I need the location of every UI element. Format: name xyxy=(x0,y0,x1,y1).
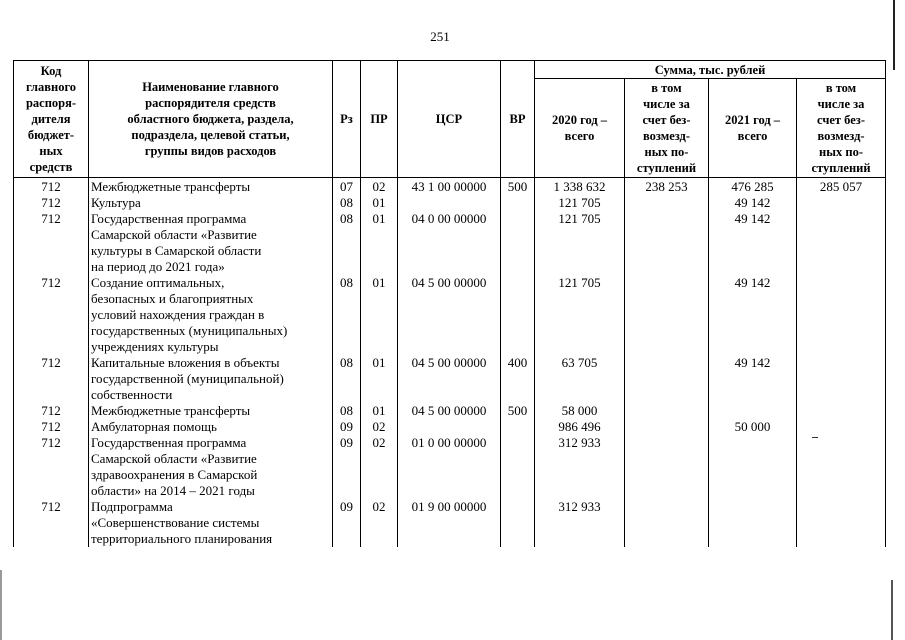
cell-rz: 07 xyxy=(333,178,361,196)
cell-csr: 04 0 00 00000 xyxy=(398,211,501,275)
cell-csr: 04 5 00 00000 xyxy=(398,355,501,403)
cell-2020-gratuitous xyxy=(625,195,709,211)
cell-2021-total: 49 142 xyxy=(709,211,797,275)
cell-2020-gratuitous xyxy=(625,275,709,355)
header-2021-gratuitous: в том числе за счет без- возмезд- ных по- ступлений xyxy=(797,79,886,178)
header-code: Код главного распоря- дителя бюджет- ных средств xyxy=(14,61,89,178)
cell-2020-total: 312 933 xyxy=(535,499,625,547)
cell-pr: 01 xyxy=(361,355,398,403)
cell-vr: 500 xyxy=(501,403,535,419)
cell-2020-gratuitous xyxy=(625,355,709,403)
cell-rz: 08 xyxy=(333,403,361,419)
scan-edge-mark xyxy=(893,0,895,70)
cell-name: Амбулаторная помощь xyxy=(89,419,333,435)
budget-table xyxy=(13,60,886,547)
cell-2021-gratuitous: 285 057 xyxy=(797,178,886,196)
cell-2020-total: 986 496 xyxy=(535,419,625,435)
cell-name: Государственная программа Самарской области «Развитие здравоохранения в Самарской области» на 2014 – 2021 годы xyxy=(89,435,333,499)
cell-2021-gratuitous xyxy=(797,435,886,499)
cell-2020-gratuitous xyxy=(625,403,709,419)
cell-rz: 08 xyxy=(333,355,361,403)
cell-pr: 02 xyxy=(361,178,398,196)
cell-rz: 08 xyxy=(333,275,361,355)
header-csr: ЦСР xyxy=(398,61,501,178)
cell-vr xyxy=(501,275,535,355)
cell-name: Подпрограмма «Совершенствование системы территориального планирования xyxy=(89,499,333,547)
cell-vr xyxy=(501,211,535,275)
table-row xyxy=(14,419,886,435)
cell-2021-gratuitous xyxy=(797,403,886,419)
cell-vr: 500 xyxy=(501,178,535,196)
cell-code: 712 xyxy=(14,403,89,419)
cell-2021-total xyxy=(709,499,797,547)
cell-2021-total: 49 142 xyxy=(709,195,797,211)
cell-csr: 43 1 00 00000 xyxy=(398,178,501,196)
cell-vr xyxy=(501,419,535,435)
cell-pr: 01 xyxy=(361,403,398,419)
cell-vr: 400 xyxy=(501,355,535,403)
header-vr: ВР xyxy=(501,61,535,178)
cell-csr xyxy=(398,419,501,435)
cell-name: Культура xyxy=(89,195,333,211)
cell-2020-gratuitous xyxy=(625,435,709,499)
table-row xyxy=(14,178,886,196)
cell-rz: 09 xyxy=(333,435,361,499)
cell-code: 712 xyxy=(14,195,89,211)
cell-2020-total: 121 705 xyxy=(535,195,625,211)
cell-name: Создание оптимальных, безопасных и благоприятных условий нахождения граждан в государственных (муниципальных) учреждениях культуры xyxy=(89,275,333,355)
cell-2021-total xyxy=(709,435,797,499)
cell-2020-gratuitous xyxy=(625,211,709,275)
table-row xyxy=(14,211,886,275)
cell-vr xyxy=(501,499,535,547)
header-2021-total: 2021 год – всего xyxy=(709,79,797,178)
cell-csr: 04 5 00 00000 xyxy=(398,275,501,355)
header-2020-gratuitous: в том числе за счет без- возмезд- ных по- ступлений xyxy=(625,79,709,178)
cell-pr: 02 xyxy=(361,419,398,435)
header-name: Наименование главного распорядителя средств областного бюджета, раздела, подраздела, целевой статьи, группы видов расходов xyxy=(89,61,333,178)
cell-2020-total: 58 000 xyxy=(535,403,625,419)
cell-pr: 02 xyxy=(361,435,398,499)
cell-vr xyxy=(501,435,535,499)
scan-edge-mark xyxy=(891,580,893,640)
cell-code: 712 xyxy=(14,435,89,499)
cell-csr: 01 0 00 00000 xyxy=(398,435,501,499)
header-row xyxy=(14,61,886,79)
cell-rz: 09 xyxy=(333,499,361,547)
cell-name: Государственная программа Самарской области «Развитие культуры в Самарской области на период до 2021 года» xyxy=(89,211,333,275)
header-sum: Сумма, тыс. рублей xyxy=(535,61,886,79)
cell-pr: 01 xyxy=(361,275,398,355)
cell-pr: 01 xyxy=(361,195,398,211)
table-row xyxy=(14,355,886,403)
cell-pr: 02 xyxy=(361,499,398,547)
cell-2021-total: 49 142 xyxy=(709,275,797,355)
cell-code: 712 xyxy=(14,275,89,355)
cell-csr: 04 5 00 00000 xyxy=(398,403,501,419)
cell-csr xyxy=(398,195,501,211)
page-number: 251 xyxy=(430,29,450,44)
header-pr: ПР xyxy=(361,61,398,178)
cell-name: Капитальные вложения в объекты государственной (муниципальной) собственности xyxy=(89,355,333,403)
cell-2020-gratuitous xyxy=(625,499,709,547)
table-row xyxy=(14,499,886,547)
cell-2021-total: 50 000 xyxy=(709,419,797,435)
cell-2021-total xyxy=(709,403,797,419)
cell-2020-gratuitous: 238 253 xyxy=(625,178,709,196)
cell-2020-total: 312 933 xyxy=(535,435,625,499)
cell-2020-total: 121 705 xyxy=(535,275,625,355)
cell-code: 712 xyxy=(14,499,89,547)
cell-code: 712 xyxy=(14,211,89,275)
header-rz: Рз xyxy=(333,61,361,178)
cell-rz: 09 xyxy=(333,419,361,435)
cell-2020-total: 121 705 xyxy=(535,211,625,275)
table-row xyxy=(14,435,886,499)
cell-rz: 08 xyxy=(333,195,361,211)
cell-2020-total: 63 705 xyxy=(535,355,625,403)
cell-2021-gratuitous xyxy=(797,355,886,403)
cell-2021-total: 476 285 xyxy=(709,178,797,196)
table-row xyxy=(14,403,886,419)
cell-2021-total: 49 142 xyxy=(709,355,797,403)
cell-2021-gratuitous xyxy=(797,419,886,435)
cell-rz: 08 xyxy=(333,211,361,275)
cell-2021-gratuitous xyxy=(797,211,886,275)
table-row xyxy=(14,195,886,211)
cell-code: 712 xyxy=(14,178,89,196)
table-row xyxy=(14,275,886,355)
cell-name: Межбюджетные трансферты xyxy=(89,178,333,196)
cell-vr xyxy=(501,195,535,211)
cell-code: 712 xyxy=(14,419,89,435)
cell-2020-gratuitous xyxy=(625,419,709,435)
cell-pr: 01 xyxy=(361,211,398,275)
cell-2021-gratuitous xyxy=(797,195,886,211)
header-2020-total: 2020 год – всего xyxy=(535,79,625,178)
cell-name: Межбюджетные трансферты xyxy=(89,403,333,419)
cell-csr: 01 9 00 00000 xyxy=(398,499,501,547)
cell-2020-total: 1 338 632 xyxy=(535,178,625,196)
scan-edge-mark xyxy=(0,570,2,640)
cell-code: 712 xyxy=(14,355,89,403)
cell-2021-gratuitous xyxy=(797,499,886,547)
cell-2021-gratuitous xyxy=(797,275,886,355)
